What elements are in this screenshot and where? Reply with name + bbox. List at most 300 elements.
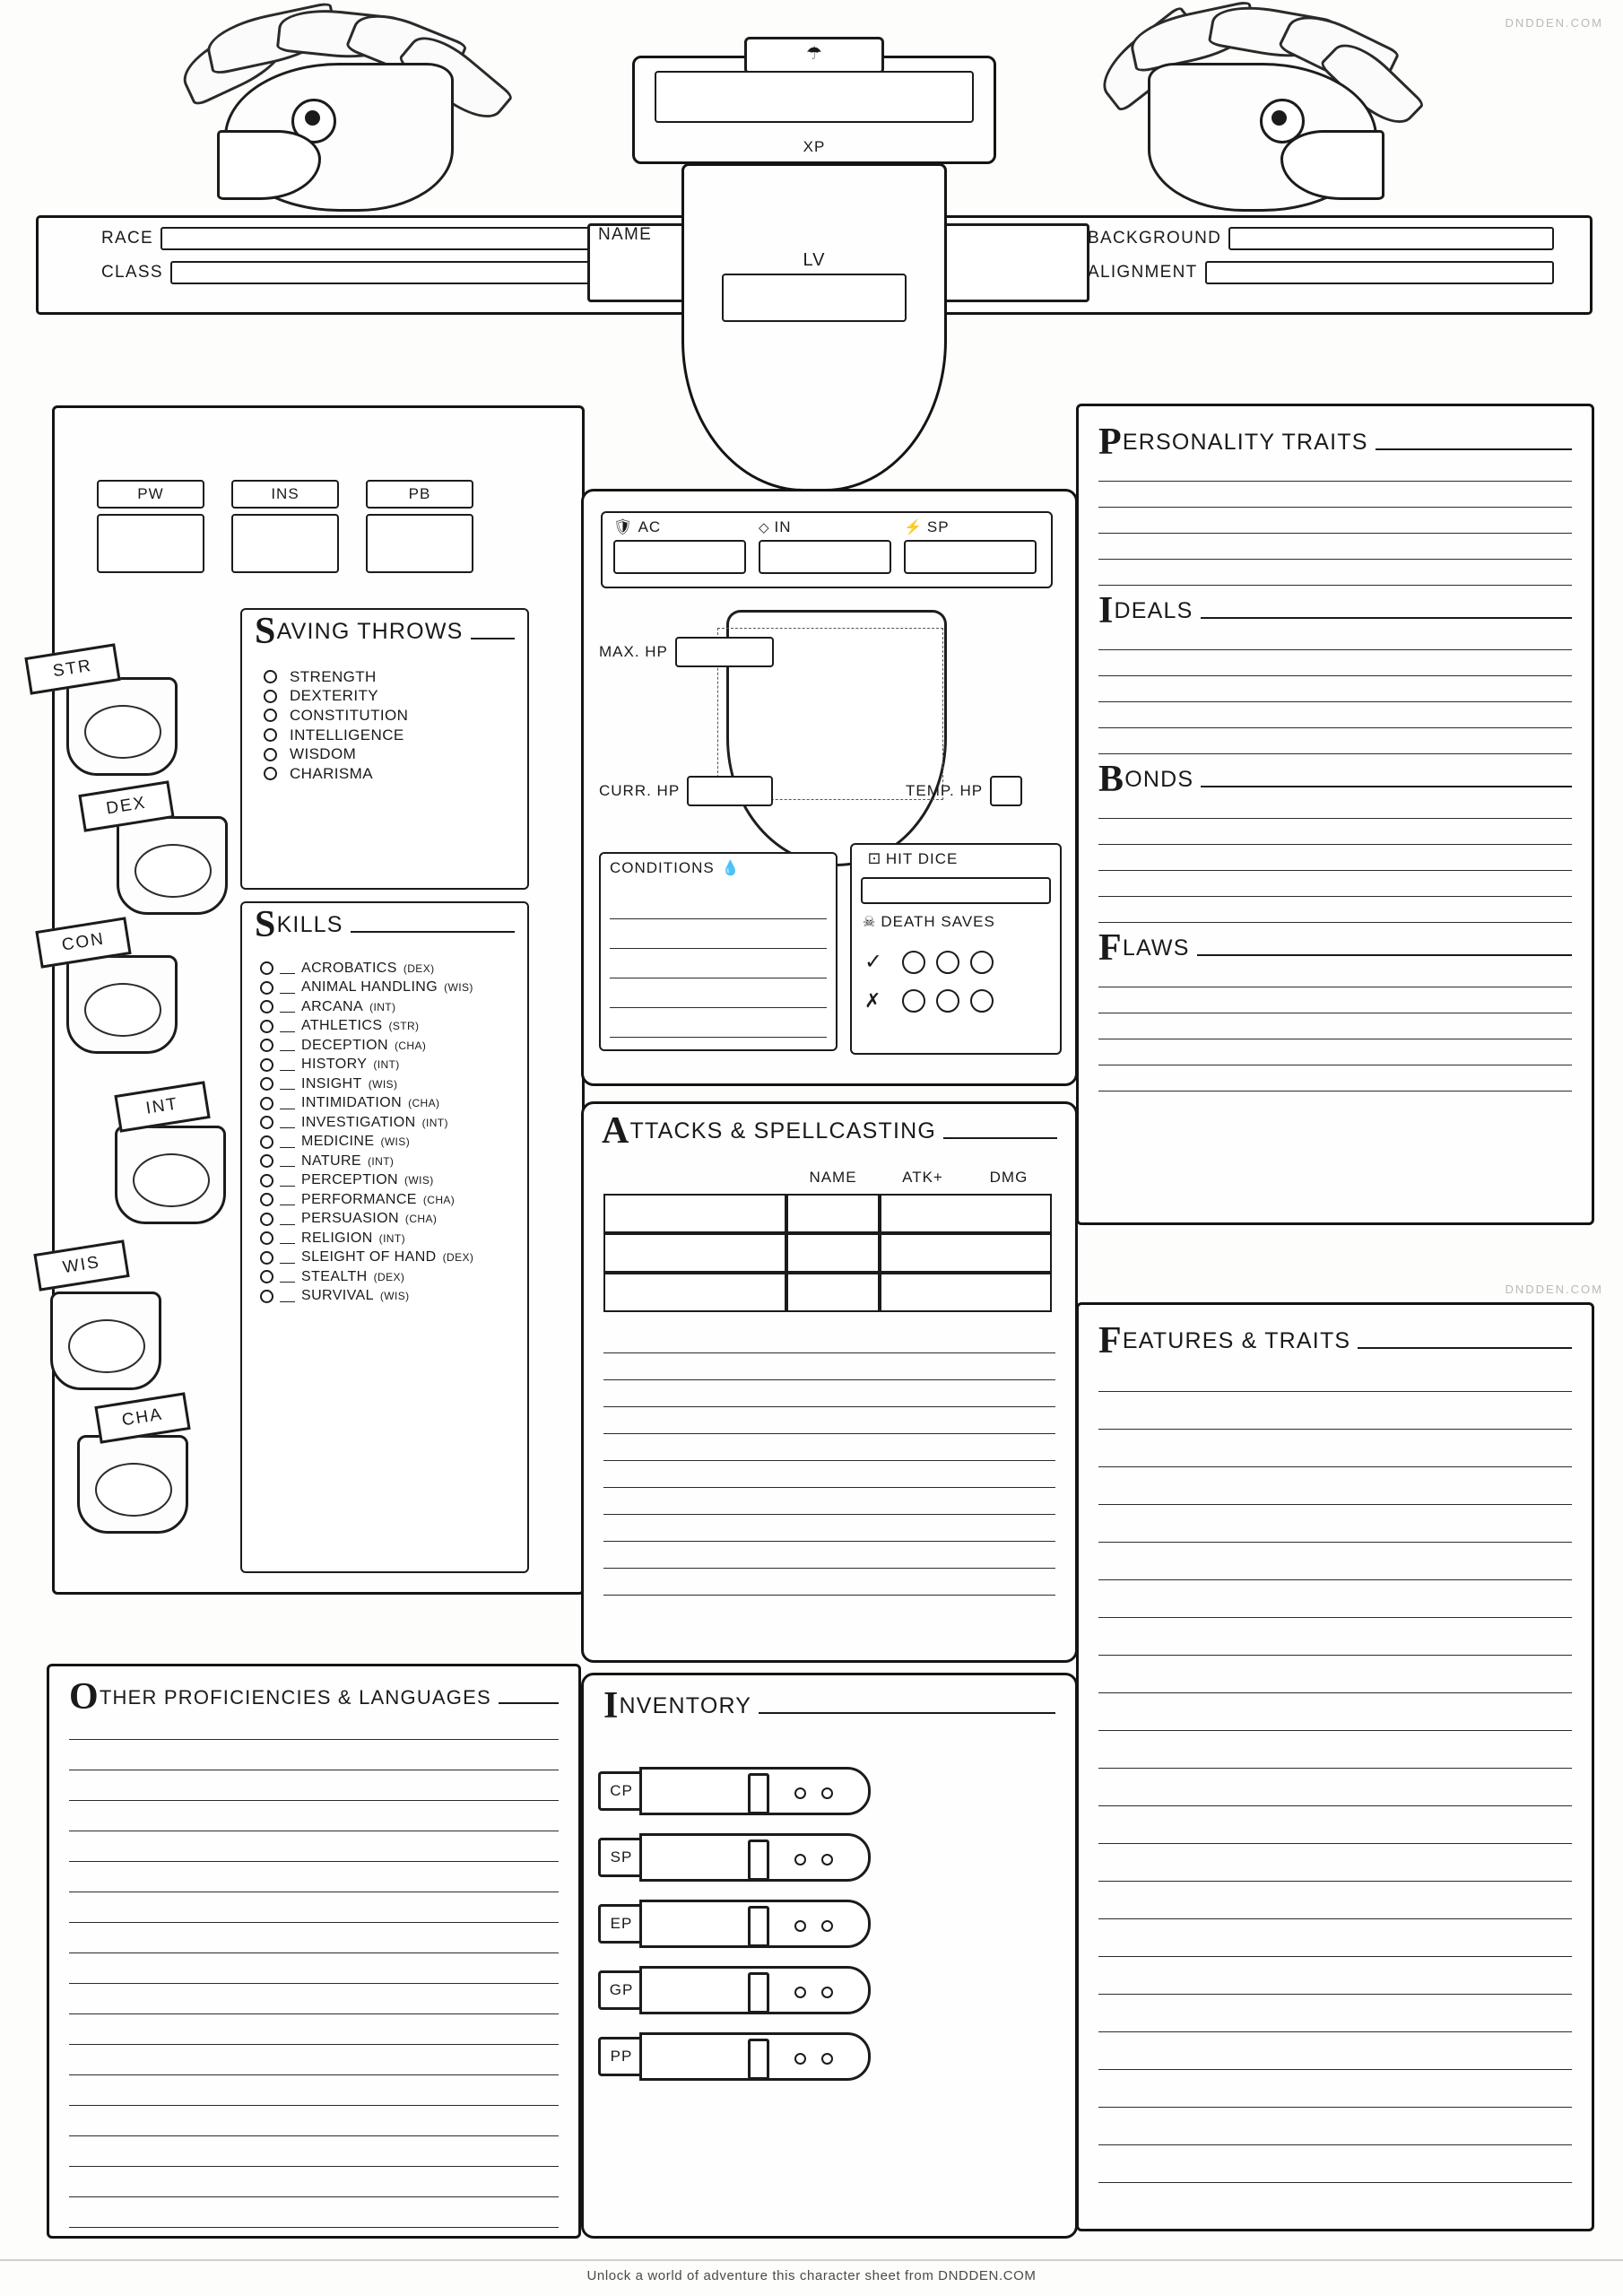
saving-throw-proficiency-circle[interactable] xyxy=(264,690,277,703)
skill-proficiency-circle[interactable] xyxy=(260,1154,273,1168)
personality-trait-line[interactable] xyxy=(1098,560,1572,586)
skill-label: PERCEPTION xyxy=(301,1172,399,1188)
attack-row[interactable] xyxy=(603,1273,1055,1312)
currency-label-cp: CP xyxy=(598,1771,645,1811)
skill-row[interactable] xyxy=(260,1074,518,1094)
personality-trait-line[interactable] xyxy=(1098,456,1572,482)
ac-label: AC xyxy=(638,518,662,535)
saving-throw-row[interactable] xyxy=(264,706,515,726)
skill-label: RELIGION xyxy=(301,1230,373,1246)
background-input[interactable] xyxy=(1228,227,1554,250)
skill-ability: (INT) xyxy=(373,1058,400,1072)
background-label: BACKGROUND xyxy=(1088,229,1222,248)
attack-note-line[interactable] xyxy=(603,1542,1055,1569)
ideal-line[interactable] xyxy=(1098,650,1572,676)
skill-ability: (WIS) xyxy=(444,981,473,995)
curr-hp-input[interactable] xyxy=(687,776,773,806)
skill-label: INVESTIGATION xyxy=(301,1114,416,1130)
buckle-icon xyxy=(748,1839,769,1881)
skill-row[interactable] xyxy=(260,1210,518,1230)
lv-label: LV xyxy=(803,250,826,270)
skill-proficiency-circle[interactable] xyxy=(260,1251,273,1265)
feature-line[interactable] xyxy=(1098,1957,1572,1995)
features-title: EATURES & TRAITS xyxy=(1122,1328,1351,1353)
personality-trait-line[interactable] xyxy=(1098,534,1572,560)
skill-label: ACROBATICS xyxy=(301,960,397,976)
saving-throw-label: INTELLIGENCE xyxy=(290,726,404,744)
feature-line[interactable] xyxy=(1098,2070,1572,2108)
skill-row[interactable] xyxy=(260,1036,518,1056)
proficiency-line[interactable] xyxy=(69,2075,559,2106)
skill-row[interactable] xyxy=(260,1152,518,1171)
skill-row[interactable] xyxy=(260,1267,518,1287)
ability-badge-wis xyxy=(50,1292,161,1390)
proficiency-line[interactable] xyxy=(69,1740,559,1770)
attacks-col-name: NAME xyxy=(809,1169,857,1186)
currency-label-pp: PP xyxy=(598,2037,645,2076)
skill-row[interactable] xyxy=(260,1056,518,1075)
skill-proficiency-circle[interactable] xyxy=(260,1000,273,1013)
attack-atk-input[interactable] xyxy=(786,1194,880,1233)
saving-throw-proficiency-circle[interactable] xyxy=(264,709,277,722)
skill-row[interactable] xyxy=(260,1248,518,1268)
skill-proficiency-circle[interactable] xyxy=(260,1174,273,1187)
feature-line[interactable] xyxy=(1098,1806,1572,1844)
name-label: NAME xyxy=(598,225,653,244)
attack-note-line[interactable] xyxy=(603,1380,1055,1407)
proficiency-line[interactable] xyxy=(69,1801,559,1831)
ability-abbr-str: STR xyxy=(51,656,94,682)
bond-line[interactable] xyxy=(1098,871,1572,897)
skill-proficiency-circle[interactable] xyxy=(260,1020,273,1033)
buckle-icon xyxy=(748,1906,769,1947)
features-panel xyxy=(1076,1302,1594,2231)
attack-name-input[interactable] xyxy=(603,1194,786,1233)
initiative-input[interactable] xyxy=(759,540,891,574)
alignment-input[interactable] xyxy=(1205,261,1554,284)
skill-ability: (WIS) xyxy=(404,1174,434,1187)
droplet-icon: 💧 xyxy=(721,861,740,876)
flaw-line[interactable] xyxy=(1098,1013,1572,1039)
skill-ability: (DEX) xyxy=(373,1270,405,1283)
skill-label: NATURE xyxy=(301,1152,361,1169)
check-mark-icon: ✓ xyxy=(864,950,883,974)
saving-throws-title-drop: S xyxy=(255,611,277,652)
feature-line[interactable] xyxy=(1098,2145,1572,2183)
feature-line[interactable] xyxy=(1098,2032,1572,2070)
initiative-label: IN xyxy=(774,518,792,535)
proficiency-line[interactable] xyxy=(69,2167,559,2197)
proficiency-line[interactable] xyxy=(69,1770,559,1801)
saving-throws-title: AVING THROWS xyxy=(276,619,464,644)
ideals-title-drop: I xyxy=(1098,590,1115,631)
xp-label: XP xyxy=(803,138,826,155)
pb-input[interactable] xyxy=(366,514,473,573)
skill-ability: (INT) xyxy=(378,1231,405,1245)
condition-line[interactable] xyxy=(610,949,827,978)
attack-atk-input[interactable] xyxy=(786,1273,880,1312)
diamond-icon: ◇ xyxy=(759,520,769,535)
skill-label: PERFORMANCE xyxy=(301,1191,417,1207)
skull-icon: ☠ xyxy=(863,915,876,930)
class-input[interactable] xyxy=(170,261,603,284)
attack-note-line[interactable] xyxy=(603,1461,1055,1488)
ability-badge-str xyxy=(66,677,178,776)
watermark-mid: DNDDEN.COM xyxy=(1505,1283,1603,1296)
skill-row[interactable] xyxy=(260,959,518,978)
saving-throw-row[interactable] xyxy=(264,726,515,745)
currency-label-gp: GP xyxy=(598,1970,645,2010)
attack-note-line[interactable] xyxy=(603,1569,1055,1596)
bond-line[interactable] xyxy=(1098,845,1572,871)
saving-throw-label: STRENGTH xyxy=(290,667,377,685)
proficiency-line[interactable] xyxy=(69,2136,559,2167)
ac-input[interactable] xyxy=(613,540,746,574)
feature-line[interactable] xyxy=(1098,1354,1572,1392)
watermark-top: DNDDEN.COM xyxy=(1505,16,1603,30)
ideal-line[interactable] xyxy=(1098,624,1572,650)
attack-name-input[interactable] xyxy=(603,1273,786,1312)
saving-throw-row[interactable] xyxy=(264,667,515,687)
proficiencies-title: THER PROFICIENCIES & LANGUAGES xyxy=(99,1686,491,1709)
skill-ability: (INT) xyxy=(368,1154,395,1168)
proficiency-boxes xyxy=(97,480,473,587)
currency-belt xyxy=(639,1833,871,1882)
cross-mark-icon: ✗ xyxy=(864,989,881,1012)
proficiency-line[interactable] xyxy=(69,2106,559,2136)
saving-throw-label: WISDOM xyxy=(290,745,357,763)
ins-input[interactable] xyxy=(231,514,339,573)
saving-throw-proficiency-circle[interactable] xyxy=(264,728,277,742)
attacks-col-atk: ATK+ xyxy=(902,1169,943,1186)
race-input[interactable] xyxy=(161,227,603,250)
skill-label: ATHLETICS xyxy=(301,1018,383,1034)
conditions-block xyxy=(599,852,838,1051)
saving-throw-label: CHARISMA xyxy=(290,764,373,782)
attack-atk-input[interactable] xyxy=(786,1233,880,1273)
feature-line[interactable] xyxy=(1098,1656,1572,1693)
saving-throw-proficiency-circle[interactable] xyxy=(264,748,277,761)
buckle-icon xyxy=(748,1773,769,1814)
attacks-title-drop: A xyxy=(602,1110,630,1152)
attack-note-line[interactable] xyxy=(603,1488,1055,1515)
skills-block xyxy=(240,901,529,1573)
death-save-failure-circle[interactable] xyxy=(936,989,959,1013)
flaw-line[interactable] xyxy=(1098,1065,1572,1091)
currency-row[interactable] xyxy=(598,2031,894,2077)
saving-throw-proficiency-circle[interactable] xyxy=(264,670,277,683)
skill-row[interactable] xyxy=(260,997,518,1017)
ideals-title: DEALS xyxy=(1114,598,1193,623)
condition-line[interactable] xyxy=(610,919,827,949)
death-save-failures-row[interactable] xyxy=(864,989,1044,1013)
class-label: CLASS xyxy=(101,263,163,282)
condition-line[interactable] xyxy=(610,890,827,919)
attack-dmg-input[interactable] xyxy=(880,1233,1052,1273)
lv-input[interactable] xyxy=(722,274,907,322)
feature-line[interactable] xyxy=(1098,1919,1572,1957)
pw-input[interactable] xyxy=(97,514,204,573)
attack-row[interactable] xyxy=(603,1194,1055,1233)
personality-traits-title-drop: P xyxy=(1098,422,1123,463)
death-save-failure-circle[interactable] xyxy=(970,989,994,1013)
crown-icon: ☂ xyxy=(806,44,822,64)
attacks-col-dmg: DMG xyxy=(989,1169,1028,1186)
flaw-line[interactable] xyxy=(1098,987,1572,1013)
skill-proficiency-circle[interactable] xyxy=(260,1097,273,1110)
ideal-line[interactable] xyxy=(1098,702,1572,728)
skill-label: ARCANA xyxy=(301,998,364,1014)
hit-dice-input[interactable] xyxy=(861,877,1051,904)
personality-traits-title: ERSONALITY TRAITS xyxy=(1122,430,1368,455)
attacks-panel xyxy=(581,1101,1078,1663)
skill-label: INSIGHT xyxy=(301,1075,362,1091)
feature-line[interactable] xyxy=(1098,1995,1572,2032)
personality-panel xyxy=(1076,404,1594,1225)
flaws-title: LAWS xyxy=(1122,935,1190,961)
feature-line[interactable] xyxy=(1098,1618,1572,1656)
skill-label: MEDICINE xyxy=(301,1134,375,1150)
skill-row[interactable] xyxy=(260,1133,518,1152)
skill-proficiency-circle[interactable] xyxy=(260,1231,273,1245)
dice-icon: ⚀ xyxy=(868,852,881,867)
ideal-line[interactable] xyxy=(1098,676,1572,702)
skill-ability: (DEX) xyxy=(403,961,435,975)
proficiency-line[interactable] xyxy=(69,1923,559,1953)
max-hp-field xyxy=(599,637,814,667)
skill-ability: (STR) xyxy=(388,1020,420,1033)
saving-throw-label: CONSTITUTION xyxy=(290,706,409,724)
personality-trait-line[interactable] xyxy=(1098,508,1572,534)
currency-belt xyxy=(639,1767,871,1815)
skill-label: SURVIVAL xyxy=(301,1288,374,1304)
skills-title-drop: S xyxy=(255,904,277,945)
skill-row[interactable] xyxy=(260,1017,518,1037)
bond-line[interactable] xyxy=(1098,793,1572,819)
skill-row[interactable] xyxy=(260,1229,518,1248)
feature-line[interactable] xyxy=(1098,1467,1572,1505)
death-saves-label: DEATH SAVES xyxy=(881,913,995,930)
ability-badge-dex xyxy=(117,816,228,915)
feature-line[interactable] xyxy=(1098,1882,1572,1919)
skill-proficiency-circle[interactable] xyxy=(260,1116,273,1129)
pw-label: PW xyxy=(137,485,164,502)
skill-label: STEALTH xyxy=(301,1268,368,1284)
ability-abbr-wis: WIS xyxy=(61,1252,102,1278)
feature-line[interactable] xyxy=(1098,1580,1572,1618)
lightning-icon: ⚡ xyxy=(904,520,922,535)
currency-belt xyxy=(639,2032,871,2081)
feature-line[interactable] xyxy=(1098,1430,1572,1467)
skill-ability: (WIS) xyxy=(379,1290,410,1303)
feature-line[interactable] xyxy=(1098,1844,1572,1882)
currency-row[interactable] xyxy=(598,1831,894,1878)
feature-line[interactable] xyxy=(1098,1505,1572,1543)
level-shield xyxy=(681,163,947,491)
skill-proficiency-circle[interactable] xyxy=(260,1270,273,1283)
bonds-title-drop: B xyxy=(1098,759,1125,800)
curr-hp-label: CURR. HP xyxy=(599,782,681,799)
saving-throw-row[interactable] xyxy=(264,744,515,764)
flaw-line[interactable] xyxy=(1098,961,1572,987)
inventory-title: NVENTORY xyxy=(619,1693,752,1718)
xp-plaque xyxy=(632,44,996,164)
skill-proficiency-circle[interactable] xyxy=(260,1039,273,1052)
condition-line[interactable] xyxy=(610,978,827,1008)
inventory-panel xyxy=(581,1673,1078,2239)
temp-hp-field xyxy=(906,776,1058,806)
death-save-success-circle[interactable] xyxy=(936,951,959,974)
ability-abbr-int: INT xyxy=(144,1094,180,1118)
max-hp-label: MAX. HP xyxy=(599,643,668,660)
ideal-line[interactable] xyxy=(1098,728,1572,754)
flaw-line[interactable] xyxy=(1098,1039,1572,1065)
currency-label-ep: EP xyxy=(598,1904,645,1944)
inventory-title-drop: I xyxy=(603,1685,620,1726)
skill-ability: (CHA) xyxy=(404,1213,438,1226)
xp-input[interactable] xyxy=(655,71,974,123)
proficiencies-panel xyxy=(47,1664,581,2239)
ability-badge-int xyxy=(115,1126,226,1224)
feature-line[interactable] xyxy=(1098,1392,1572,1430)
currency-row[interactable] xyxy=(598,1898,894,1944)
feature-line[interactable] xyxy=(1098,2108,1572,2145)
skill-label: SLEIGHT OF HAND xyxy=(301,1249,437,1265)
skill-proficiency-circle[interactable] xyxy=(260,1058,273,1072)
skill-label: HISTORY xyxy=(301,1057,368,1073)
attack-note-line[interactable] xyxy=(603,1434,1055,1461)
saving-throws-block xyxy=(240,608,529,890)
skill-ability: (WIS) xyxy=(368,1077,398,1091)
alignment-label: ALIGNMENT xyxy=(1088,263,1198,282)
skill-label: PERSUASION xyxy=(301,1211,399,1227)
skill-row[interactable] xyxy=(260,1190,518,1210)
buckle-icon xyxy=(748,2039,769,2080)
race-label: RACE xyxy=(101,229,153,248)
attack-note-line[interactable] xyxy=(603,1326,1055,1353)
right-griffon-art xyxy=(1076,9,1426,202)
proficiencies-title-drop: O xyxy=(69,1676,100,1718)
skill-proficiency-circle[interactable] xyxy=(260,1135,273,1149)
flaws-title-drop: F xyxy=(1098,927,1123,969)
skill-proficiency-circle[interactable] xyxy=(260,1193,273,1206)
attack-note-line[interactable] xyxy=(603,1353,1055,1380)
attack-dmg-input[interactable] xyxy=(880,1273,1052,1312)
proficiency-line[interactable] xyxy=(69,2014,559,2045)
attack-row[interactable] xyxy=(603,1233,1055,1273)
speed-input[interactable] xyxy=(904,540,1037,574)
proficiency-line[interactable] xyxy=(69,2197,559,2228)
proficiency-line[interactable] xyxy=(69,1862,559,1892)
skill-row[interactable] xyxy=(260,1113,518,1133)
temp-hp-input[interactable] xyxy=(990,776,1022,806)
proficiency-line[interactable] xyxy=(69,1892,559,1923)
feature-line[interactable] xyxy=(1098,1731,1572,1769)
bond-line[interactable] xyxy=(1098,819,1572,845)
left-griffon-art xyxy=(170,9,520,202)
buckle-icon xyxy=(748,1972,769,2013)
death-save-success-circle[interactable] xyxy=(970,951,994,974)
saving-throw-proficiency-circle[interactable] xyxy=(264,767,277,780)
personality-trait-line[interactable] xyxy=(1098,482,1572,508)
currency-belt xyxy=(639,1966,871,2014)
attack-note-line[interactable] xyxy=(603,1407,1055,1434)
skill-ability: (DEX) xyxy=(442,1251,474,1265)
hit-dice-death-saves-block xyxy=(850,843,1062,1055)
skill-proficiency-circle[interactable] xyxy=(260,961,273,975)
bonds-title: ONDS xyxy=(1124,767,1194,792)
feature-line[interactable] xyxy=(1098,1693,1572,1731)
skill-ability: (INT) xyxy=(369,1000,396,1013)
skill-ability: (WIS) xyxy=(380,1135,411,1149)
skill-ability: (CHA) xyxy=(408,1097,440,1110)
currency-row[interactable] xyxy=(598,1964,894,2011)
proficiency-line[interactable] xyxy=(69,1953,559,1984)
proficiency-line[interactable] xyxy=(69,1831,559,1862)
saving-throw-row[interactable] xyxy=(264,764,515,784)
skill-label: DECEPTION xyxy=(301,1037,388,1053)
ability-abbr-con: CON xyxy=(60,929,107,955)
death-save-failure-circle[interactable] xyxy=(902,989,925,1013)
max-hp-input[interactable] xyxy=(675,637,774,667)
skills-title: KILLS xyxy=(276,912,343,937)
proficiency-line[interactable] xyxy=(69,1709,559,1740)
skill-ability: (CHA) xyxy=(422,1193,456,1206)
skill-row[interactable] xyxy=(260,1094,518,1114)
skill-row[interactable] xyxy=(260,1171,518,1191)
footer-text: Unlock a world of adventure this character sheet from DNDDEN.COM xyxy=(0,2259,1623,2283)
skill-ability: (INT) xyxy=(421,1116,448,1129)
ability-badge-cha xyxy=(77,1435,188,1534)
condition-line[interactable] xyxy=(610,1008,827,1038)
feature-line[interactable] xyxy=(1098,1543,1572,1580)
skill-label: ANIMAL HANDLING xyxy=(301,979,438,996)
curr-hp-field xyxy=(599,776,814,806)
currency-row[interactable] xyxy=(598,1765,894,1812)
currency-label-sp: SP xyxy=(598,1838,645,1877)
skill-proficiency-circle[interactable] xyxy=(260,981,273,995)
death-save-success-circle[interactable] xyxy=(902,951,925,974)
saving-throw-row[interactable] xyxy=(264,687,515,707)
attack-note-line[interactable] xyxy=(603,1515,1055,1542)
death-save-successes-row[interactable] xyxy=(864,949,1044,975)
skill-proficiency-circle[interactable] xyxy=(260,1077,273,1091)
ability-badge-con xyxy=(66,955,178,1054)
temp-hp-label: TEMP. HP xyxy=(906,782,984,799)
speed-label: SP xyxy=(926,518,950,535)
conditions-label: CONDITIONS xyxy=(610,859,715,876)
attack-name-input[interactable] xyxy=(603,1233,786,1273)
pb-label: PB xyxy=(408,485,431,502)
ability-abbr-dex: DEX xyxy=(105,793,148,819)
proficiency-line[interactable] xyxy=(69,1984,559,2014)
bond-line[interactable] xyxy=(1098,897,1572,923)
skill-proficiency-circle[interactable] xyxy=(260,1213,273,1226)
skill-row[interactable] xyxy=(260,978,518,998)
feature-line[interactable] xyxy=(1098,1769,1572,1806)
shield-icon: 🛡 xyxy=(613,518,633,535)
ins-label: INS xyxy=(271,485,299,502)
skill-row[interactable] xyxy=(260,1287,518,1307)
currency-belt xyxy=(639,1900,871,1948)
features-title-drop: F xyxy=(1098,1320,1123,1361)
attack-dmg-input[interactable] xyxy=(880,1194,1052,1233)
defense-row xyxy=(601,511,1049,592)
skill-proficiency-circle[interactable] xyxy=(260,1290,273,1303)
proficiency-line[interactable] xyxy=(69,2045,559,2075)
skill-label: INTIMIDATION xyxy=(301,1095,403,1111)
hit-dice-label: HIT DICE xyxy=(885,850,959,867)
